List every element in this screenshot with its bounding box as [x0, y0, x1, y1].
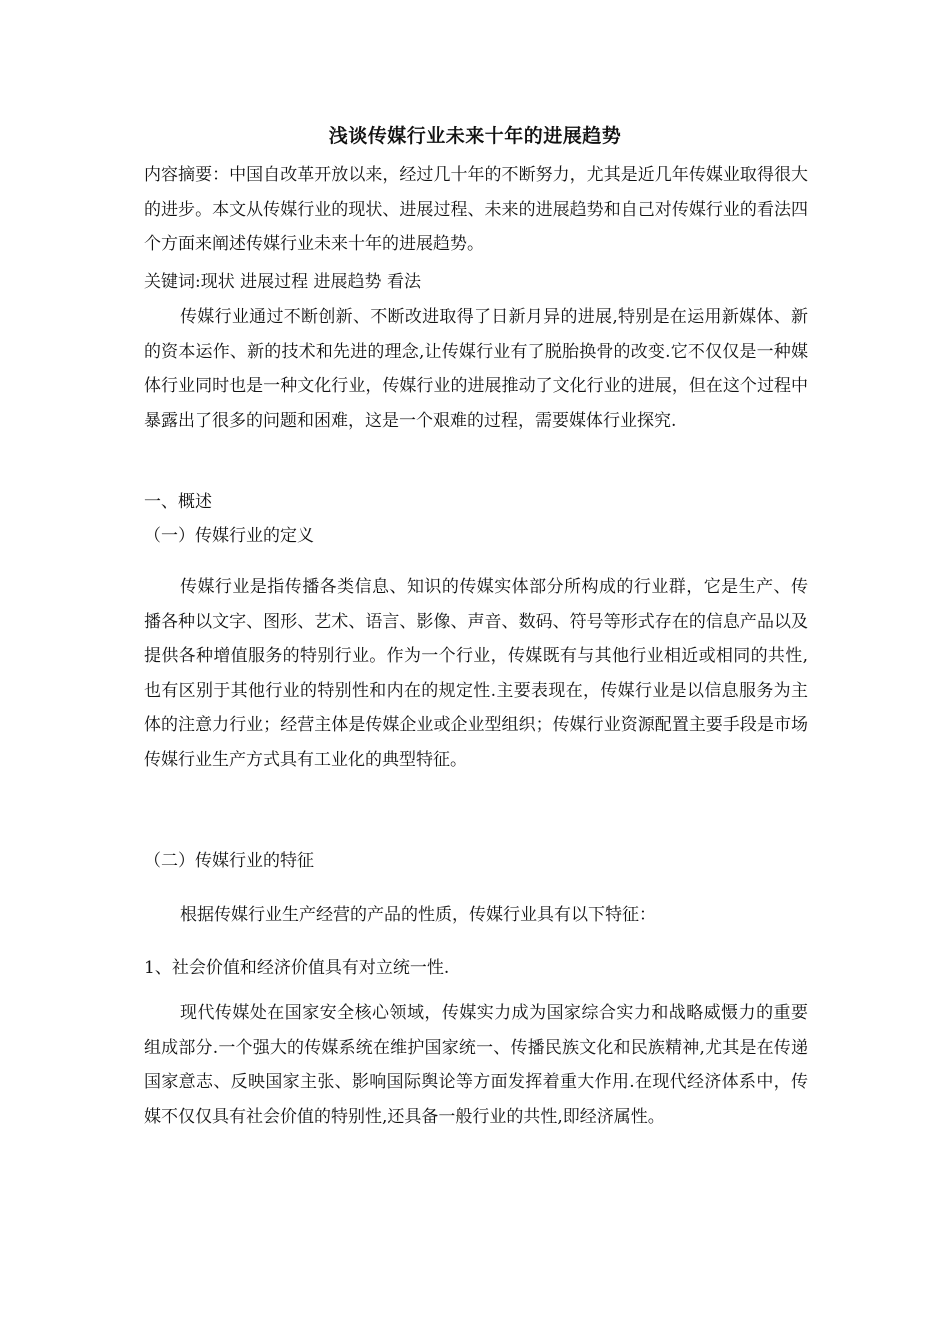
document-title: 浅谈传媒行业未来十年的进展趋势 — [328, 125, 622, 147]
keywords-line: 关键词:现状 进展过程 进展趋势 看法 — [144, 272, 421, 292]
feature-point-1-heading: 1、社会价值和经济价值具有对立统一性. — [144, 958, 450, 978]
subsection-heading-definition: （一）传媒行业的定义 — [144, 526, 314, 546]
section-heading-overview: 一、概述 — [144, 492, 212, 512]
features-intro-paragraph: 根据传媒行业生产经营的产品的性质，传媒行业具有以下特征： — [180, 905, 656, 925]
abstract-paragraph: 内容摘要：中国自改革开放以来，经过几十年的不断努力，尤其是近几年传媒业取得很大的进步。本文从传媒行业的现状、进展过程、未来的进展趋势和自己对传媒行业的看法四个方面来阐述传媒行业未来十年的进展趋势。 — [144, 165, 808, 254]
intro-paragraph: 传媒行业通过不断创新、不断改进取得了日新月异的进展,特别是在运用新媒体、新的资本运作、新的技术和先进的理念,让传媒行业有了脱胎换骨的改变.它不仅仅是一种媒体行业同时也是一种文化行业，传媒行业的进展推动了文化行业的进展，但在这个过程中暴露出了很多的问题和困难，这是一个艰难的过程，需要媒体行业探究. — [144, 307, 808, 431]
subsection-heading-features: （二）传媒行业的特征 — [144, 851, 314, 871]
definition-paragraph: 传媒行业是指传播各类信息、知识的传媒实体部分所构成的行业群，它是生产、传播各种以文字、图形、艺术、语言、影像、声音、数码、符号等形式存在的信息产品以及提供各种增值服务的特别行业。作为一个行业，传媒既有与其他行业相近或相同的共性,也有区别于其他行业的特别性和内在的规定性.主要表现在，传媒行业是以信息服务为主体的注意力行业；经营主体是传媒企业或企业型组织；传媒行业资源配置主要手段是市场传媒行业生产方式具有工业化的典型特征。 — [144, 577, 808, 770]
feature-point-1-paragraph: 现代传媒处在国家安全核心领域，传媒实力成为国家综合实力和战略威慑力的重要组成部分.一个强大的传媒系统在维护国家统一、传播民族文化和民族精神,尤其是在传递国家意志、反映国家主张、影响国际舆论等方面发挥着重大作用.在现代经济体系中，传媒不仅仅具有社会价值的特别性,还具备一般行业的共性,即经济属性。 — [144, 1003, 808, 1127]
